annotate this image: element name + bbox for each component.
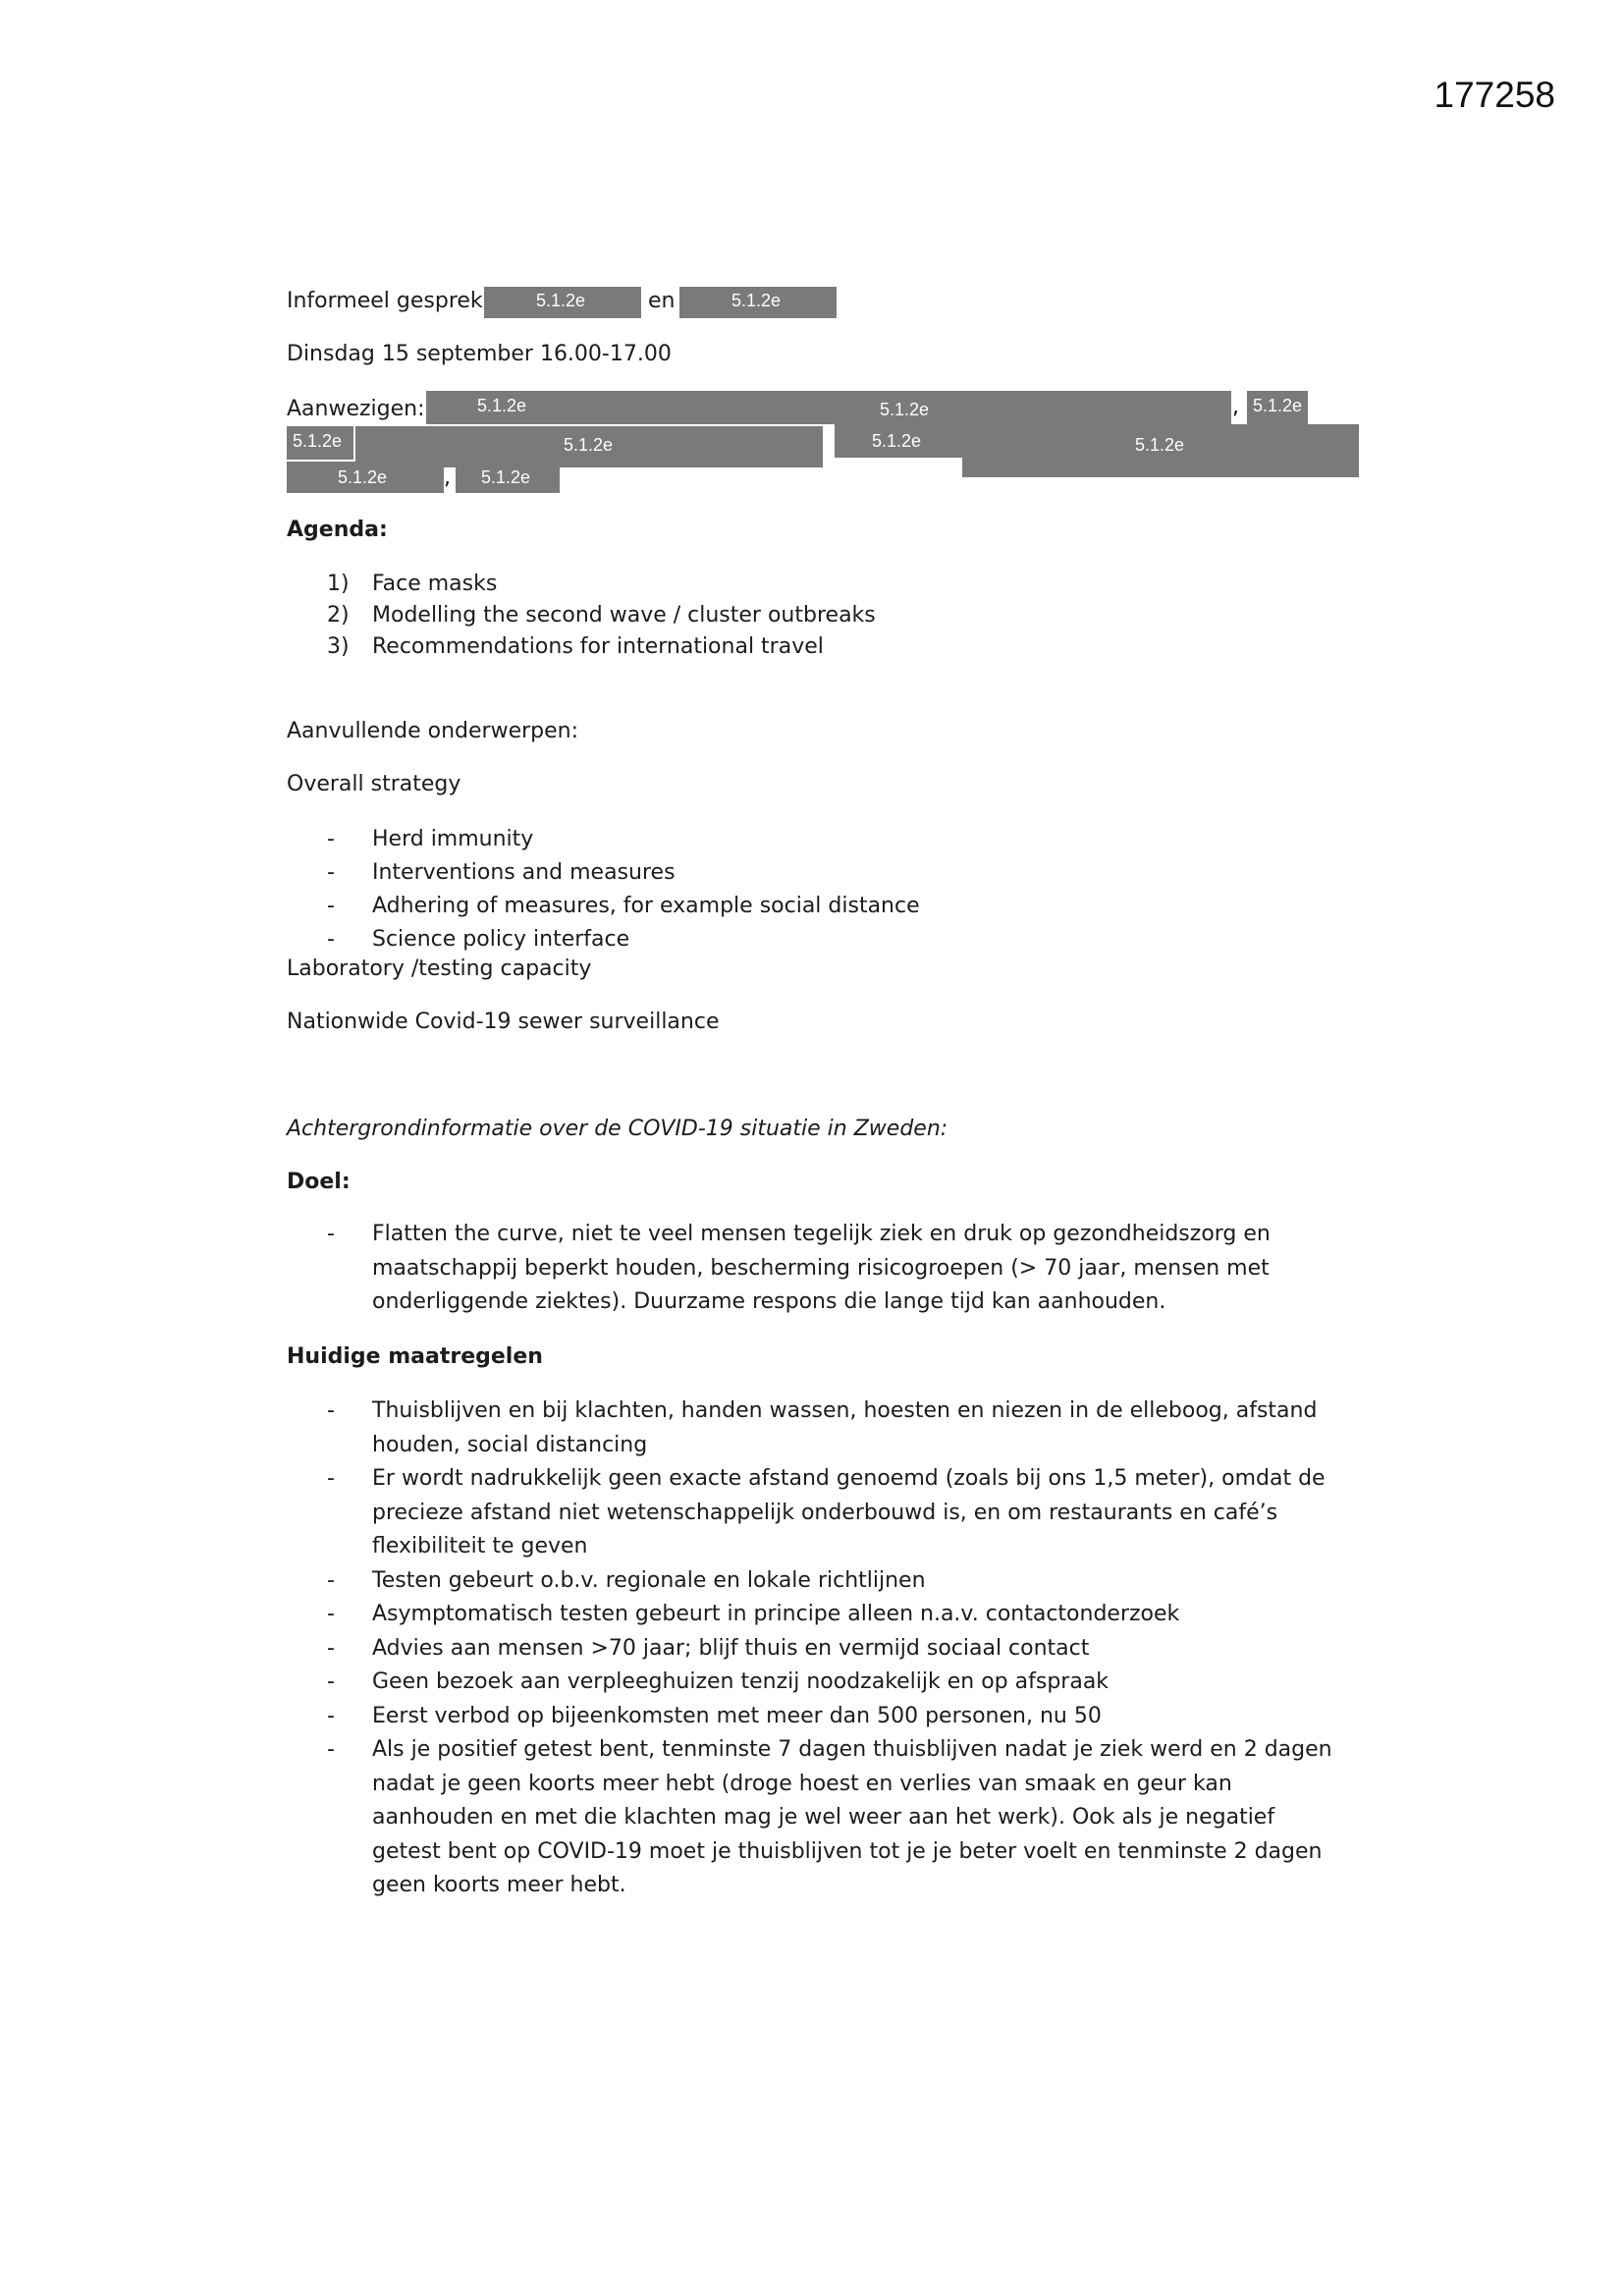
list-item: - Thuisblijven en bij klachten, handen wassen, hoesten en niezen in de elleboog, afstand houden, social distancing [327,1398,1318,1457]
redaction-box: 5.1.2e [287,426,353,460]
list-item: - Advies aan mensen >70 jaar; blijf thuis en vermijd sociaal contact [327,1635,1090,1661]
redaction-box: 5.1.2e [679,287,837,318]
list-item: - Als je positief getest bent, tenminste 7 dagen thuisblijven nadat je ziek werd en 2 dagen nadat je geen koorts meer hebt (droge hoest en verlies van smaak en geur kan aanhouden en met die klachten mag je wel weer aan het werk). Ook als je negatief getest bent op COVID-19 moet je thuisblijven tot je je beter voelt en tenminste 2 dagen geen koorts meer hebt. [327,1737,1332,1897]
redaction-box: 5.1.2e [426,391,583,424]
list-item: 3) Recommendations for international travel [327,634,824,659]
redaction-box: 5.1.2e [835,424,962,458]
list-item: - Flatten the curve, niet te veel mensen tegelijk ziek en druk op gezondheidszorg en maatschappij beperkt houden, bescherming risicogroepen (> 70 jaar, mensen met onderliggende ziektes). Duurzame respons die lange tijd kan aanhouden. [327,1222,1271,1314]
redaction-box: 5.1.2e [456,462,560,493]
sewer-surveillance-topic: Nationwide Covid-19 sewer surveillance [287,1010,720,1034]
goal-list [327,1218,1338,1320]
attendees-label: Aanwezigen: [287,397,425,421]
list-item: - Testen gebeurt o.b.v. regionale en lokale richtlijnen [327,1567,926,1593]
list-item: - Er wordt nadrukkelijk geen exacte afstand genoemd (zoals bij ons 1,5 meter), omdat de precieze afstand niet wetenschappelijk onderbouwd is, en om restaurants en café’s flexibiliteit te geven [327,1466,1326,1558]
list-item: - Geen bezoek aan verpleeghuizen tenzij noodzakelijk en op afspraak [327,1669,1110,1694]
redaction-box: 5.1.2e [583,391,1231,424]
title-connector: en [648,289,676,313]
measures-list [327,1394,1338,1903]
extra-topics-heading: Aanvullende onderwerpen: [287,719,579,743]
goal-heading: Doel: [287,1170,351,1194]
list-item: - Science policy interface [327,927,630,952]
list-item: - Adhering of measures, for example social distance [327,894,920,918]
attendee-separator: , [444,465,451,490]
redaction-box: 5.1.2e [355,426,823,467]
measures-heading: Huidige maatregelen [287,1344,543,1369]
meeting-title: Informeel gesprek [287,289,483,313]
strategy-heading: Overall strategy [287,772,461,796]
redaction-box: 5.1.2e [484,287,641,318]
background-heading: Achtergrondinformatie over de COVID-19 situatie in Zweden: [287,1117,948,1141]
list-item: - Eerst verbod op bijeenkomsten met meer dan 500 personen, nu 50 [327,1703,1102,1728]
meeting-date: Dinsdag 15 september 16.00-17.00 [287,342,672,366]
redaction-box: 5.1.2e [287,462,444,493]
attendee-separator: , [1232,395,1239,419]
document-number: 177258 [1434,75,1555,115]
agenda-list [327,568,876,664]
strategy-list [327,823,920,957]
list-item: - Asymptomatisch testen gebeurt in principe alleen n.a.v. contactonderzoek [327,1602,1180,1626]
list-item: 1) Face masks [327,572,498,596]
redaction-box: 5.1.2e [1247,391,1308,424]
list-item: - Herd immunity [327,827,534,851]
redaction-box: 5.1.2e [962,424,1359,477]
list-item: 2) Modelling the second wave / cluster outbreaks [327,603,876,628]
agenda-heading: Agenda: [287,518,388,542]
lab-capacity-topic: Laboratory /testing capacity [287,957,592,981]
list-item: - Interventions and measures [327,860,676,885]
